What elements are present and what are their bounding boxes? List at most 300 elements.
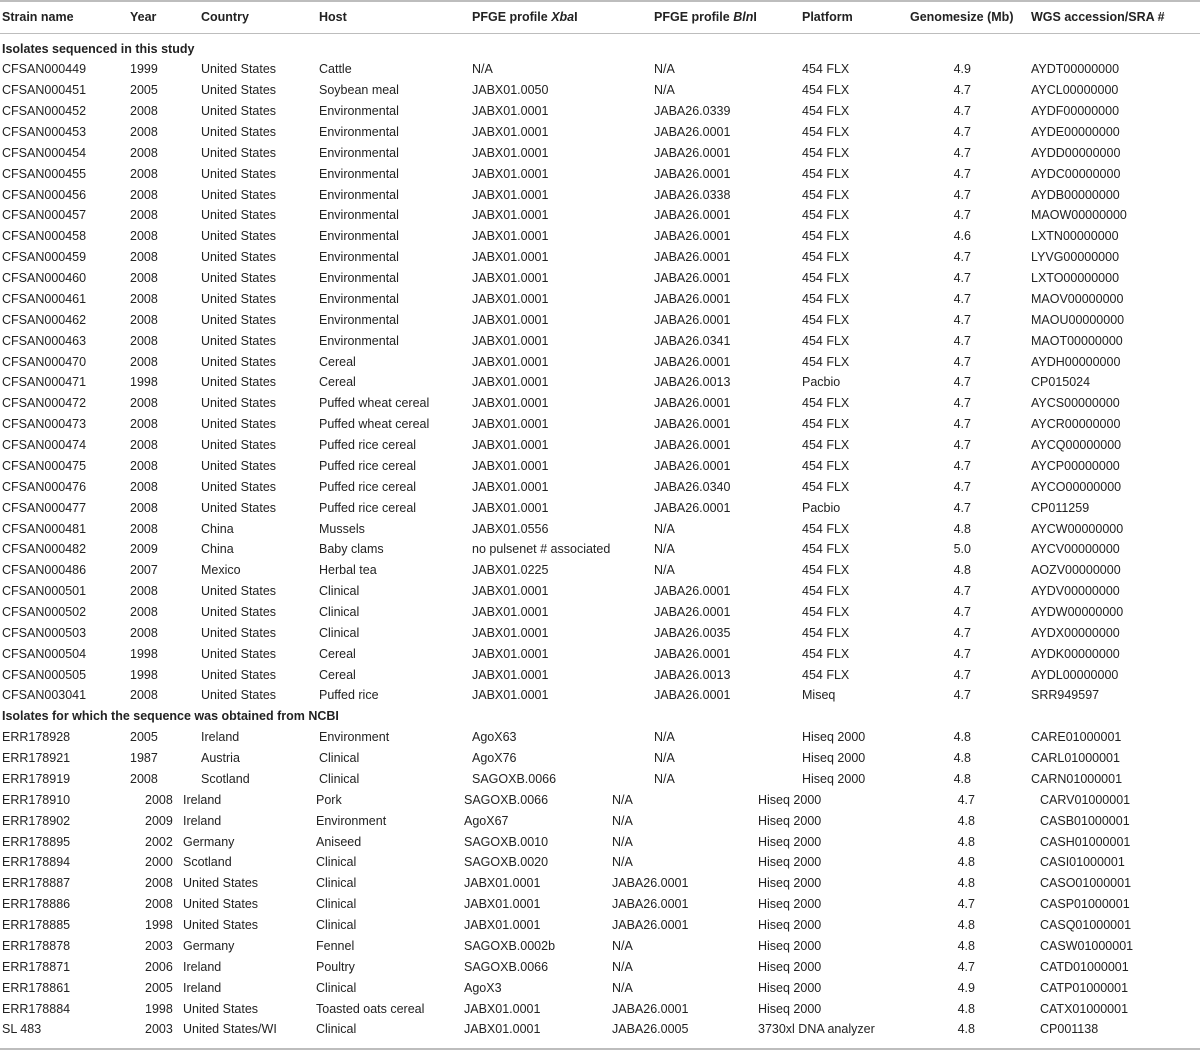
cell-strain-name: ERR178878 [2, 938, 71, 953]
cell-country: Ireland [183, 980, 222, 995]
cell-genome-size: 5.0 [953, 542, 971, 557]
cell-platform: Hiseq 2000 [758, 855, 822, 870]
cell-wgs-accession: AYCW00000000 [1031, 521, 1124, 536]
cell-strain-name: CFSAN000453 [2, 124, 87, 139]
cell-platform: Hiseq 2000 [758, 792, 822, 807]
header-text: PFGE profile [654, 10, 734, 24]
cell-pfge-blni: JABA26.0001 [654, 500, 731, 515]
section-header-row [0, 39, 1200, 60]
table-row [0, 539, 1200, 560]
cell-country: United States [201, 124, 277, 139]
table-row [0, 852, 1200, 873]
cell-pfge-blni: N/A [612, 792, 633, 807]
cell-pfge-xbai: JABX01.0001 [472, 145, 549, 160]
cell-strain-name: CFSAN000482 [2, 542, 87, 557]
cell-pfge-xbai: JABX01.0001 [472, 688, 549, 703]
cell-genome-size: 4.8 [957, 813, 975, 828]
cell-platform: 454 FLX [802, 291, 850, 306]
cell-pfge-blni: N/A [654, 542, 675, 557]
cell-platform: 454 FLX [802, 542, 850, 557]
cell-country: United States [201, 208, 277, 223]
cell-year: 2003 [145, 1022, 173, 1037]
cell-country: United States [201, 438, 277, 453]
cell-wgs-accession: AOZV00000000 [1031, 563, 1121, 578]
cell-genome-size: 4.7 [953, 250, 971, 265]
cell-pfge-blni: N/A [612, 834, 633, 849]
cell-year: 2008 [130, 479, 158, 494]
cell-year: 2008 [130, 250, 158, 265]
cell-host: Clinical [319, 751, 360, 766]
cell-wgs-accession: AYDT00000000 [1031, 62, 1120, 77]
cell-wgs-accession: AYDF00000000 [1031, 104, 1120, 119]
cell-pfge-xbai: JABX01.0001 [464, 918, 541, 933]
cell-country: Ireland [183, 792, 222, 807]
cell-genome-size: 4.7 [953, 417, 971, 432]
cell-genome-size: 4.7 [953, 604, 971, 619]
table-row [0, 80, 1200, 101]
cell-wgs-accession: CARV01000001 [1040, 792, 1131, 807]
cell-year: 2008 [130, 312, 158, 327]
cell-country: United States [201, 646, 277, 661]
cell-pfge-blni: JABA26.0001 [654, 145, 731, 160]
cell-wgs-accession: CASO01000001 [1040, 876, 1132, 891]
cell-wgs-accession: MAOT00000000 [1031, 333, 1123, 348]
header-year: Year [130, 10, 157, 24]
cell-strain-name: CFSAN000457 [2, 208, 87, 223]
cell-pfge-blni: N/A [612, 980, 633, 995]
cell-platform: Hiseq 2000 [758, 1001, 822, 1016]
cell-pfge-xbai: JABX01.0001 [472, 312, 549, 327]
cell-platform: 454 FLX [802, 417, 850, 432]
cell-pfge-xbai: JABX01.0001 [472, 354, 549, 369]
cell-platform: 454 FLX [802, 667, 850, 682]
cell-country: United States [201, 271, 277, 286]
header-text: I [574, 10, 578, 24]
cell-genome-size: 4.7 [953, 354, 971, 369]
cell-genome-size: 4.7 [953, 438, 971, 453]
cell-pfge-xbai: JABX01.0001 [472, 291, 549, 306]
cell-pfge-xbai: N/A [472, 62, 493, 77]
cell-pfge-xbai: AgoX63 [472, 730, 517, 745]
cell-platform: Hiseq 2000 [758, 938, 822, 953]
cell-platform: 454 FLX [802, 479, 850, 494]
cell-wgs-accession: MAOW00000000 [1031, 208, 1127, 223]
table-row [0, 811, 1200, 832]
cell-pfge-xbai: JABX01.0001 [472, 438, 549, 453]
cell-strain-name: CFSAN000449 [2, 62, 87, 77]
table-header-row [0, 0, 1200, 34]
cell-strain-name: CFSAN000452 [2, 104, 87, 119]
cell-platform: 454 FLX [802, 124, 850, 139]
table-row [0, 978, 1200, 999]
cell-strain-name: CFSAN000462 [2, 312, 87, 327]
cell-strain-name: CFSAN000460 [2, 271, 87, 286]
cell-host: Cereal [319, 354, 356, 369]
cell-platform: 454 FLX [802, 83, 850, 98]
cell-country: United States [183, 1001, 259, 1016]
cell-wgs-accession: AYCV00000000 [1031, 542, 1120, 557]
cell-year: 2003 [145, 938, 173, 953]
header-pfge-xbai [472, 0, 578, 34]
cell-year: 2008 [130, 208, 158, 223]
cell-wgs-accession: AYCP00000000 [1031, 458, 1120, 473]
header-strain-name: Strain name [2, 10, 74, 24]
cell-pfge-xbai: JABX01.0001 [472, 229, 549, 244]
cell-pfge-xbai: JABX01.0001 [472, 208, 549, 223]
cell-host: Puffed rice cereal [319, 438, 417, 453]
cell-year: 2008 [130, 354, 158, 369]
cell-strain-name: CFSAN000502 [2, 604, 87, 619]
cell-host: Clinical [316, 980, 357, 995]
cell-host: Mussels [319, 521, 365, 536]
cell-pfge-xbai: JABX01.0225 [472, 563, 549, 578]
cell-year: 2008 [130, 187, 158, 202]
cell-wgs-accession: LXTN00000000 [1031, 229, 1119, 244]
cell-host: Cereal [319, 375, 356, 390]
cell-strain-name: ERR178910 [2, 792, 71, 807]
cell-country: United States [201, 500, 277, 515]
cell-year: 2008 [130, 417, 158, 432]
cell-pfge-xbai: JABX01.0001 [464, 876, 541, 891]
cell-platform: Hiseq 2000 [758, 834, 822, 849]
cell-year: 2008 [130, 688, 158, 703]
cell-genome-size: 4.7 [953, 124, 971, 139]
cell-genome-size: 4.8 [957, 938, 975, 953]
cell-strain-name: CFSAN000477 [2, 500, 87, 515]
cell-pfge-blni: JABA26.0001 [654, 291, 731, 306]
section-title: Isolates sequenced in this study [2, 41, 195, 56]
cell-host: Cereal [319, 646, 356, 661]
cell-country: United States/WI [183, 1022, 277, 1037]
cell-host: Puffed wheat cereal [319, 396, 430, 411]
cell-country: Scotland [201, 771, 250, 786]
cell-pfge-xbai: SAGOXB.0010 [464, 834, 549, 849]
cell-country: United States [201, 312, 277, 327]
cell-host: Environmental [319, 104, 399, 119]
cell-country: United States [201, 625, 277, 640]
cell-country: Austria [201, 751, 240, 766]
cell-strain-name: ERR178902 [2, 813, 71, 828]
cell-wgs-accession: CASW01000001 [1040, 938, 1134, 953]
cell-pfge-blni: JABA26.0013 [654, 375, 731, 390]
cell-strain-name: CFSAN000454 [2, 145, 87, 160]
cell-host: Clinical [316, 918, 357, 933]
cell-host: Clinical [319, 771, 360, 786]
cell-genome-size: 4.8 [953, 563, 971, 578]
cell-year: 1998 [130, 667, 158, 682]
cell-country: United States [201, 584, 277, 599]
cell-country: Germany [183, 938, 235, 953]
cell-country: Ireland [183, 813, 222, 828]
cell-country: United States [201, 667, 277, 682]
table-row [0, 790, 1200, 811]
cell-year: 2008 [130, 521, 158, 536]
cell-wgs-accession: AYDD00000000 [1031, 145, 1121, 160]
cell-wgs-accession: AYCO00000000 [1031, 479, 1122, 494]
cell-host: Puffed rice cereal [319, 479, 417, 494]
cell-host: Environmental [319, 145, 399, 160]
cell-pfge-blni: JABA26.0001 [654, 396, 731, 411]
cell-genome-size: 4.7 [953, 479, 971, 494]
cell-platform: Hiseq 2000 [758, 959, 822, 974]
cell-genome-size: 4.7 [953, 333, 971, 348]
cell-strain-name: CFSAN000503 [2, 625, 87, 640]
cell-genome-size: 4.8 [953, 521, 971, 536]
cell-pfge-blni: N/A [654, 771, 675, 786]
cell-pfge-xbai: SAGOXB.0020 [464, 855, 549, 870]
cell-pfge-xbai: JABX01.0001 [464, 1022, 541, 1037]
cell-strain-name: CFSAN000504 [2, 646, 87, 661]
cell-country: United States [201, 396, 277, 411]
table-row [0, 331, 1200, 352]
cell-pfge-blni: JABA26.0001 [654, 166, 731, 181]
cell-country: Ireland [201, 730, 240, 745]
cell-pfge-blni: N/A [612, 959, 633, 974]
cell-strain-name: CFSAN000455 [2, 166, 87, 181]
cell-pfge-xbai: JABX01.0001 [472, 333, 549, 348]
cell-wgs-accession: AYDE00000000 [1031, 124, 1120, 139]
cell-country: United States [201, 229, 277, 244]
cell-genome-size: 4.8 [957, 834, 975, 849]
cell-year: 2008 [130, 771, 158, 786]
cell-genome-size: 4.7 [953, 396, 971, 411]
cell-wgs-accession: MAOU00000000 [1031, 312, 1125, 327]
cell-host: Clinical [319, 604, 360, 619]
cell-wgs-accession: AYDL00000000 [1031, 667, 1119, 682]
cell-pfge-blni: JABA26.0001 [654, 458, 731, 473]
cell-pfge-blni: JABA26.0001 [654, 604, 731, 619]
cell-platform: Hiseq 2000 [758, 918, 822, 933]
cell-year: 2008 [145, 876, 173, 891]
table-row [0, 59, 1200, 80]
cell-genome-size: 4.7 [953, 625, 971, 640]
cell-country: United States [183, 918, 259, 933]
cell-strain-name: ERR178928 [2, 730, 71, 745]
cell-country: United States [201, 83, 277, 98]
cell-pfge-xbai: JABX01.0001 [472, 166, 549, 181]
cell-pfge-blni: JABA26.0001 [654, 688, 731, 703]
cell-wgs-accession: CP015024 [1031, 375, 1091, 390]
table-row [0, 143, 1200, 164]
cell-platform: Hiseq 2000 [758, 876, 822, 891]
cell-host: Soybean meal [319, 83, 399, 98]
cell-genome-size: 4.7 [953, 667, 971, 682]
cell-genome-size: 4.8 [957, 1001, 975, 1016]
cell-year: 2008 [130, 124, 158, 139]
cell-wgs-accession: AYDW00000000 [1031, 604, 1124, 619]
cell-genome-size: 4.6 [953, 229, 971, 244]
header-text: I [753, 10, 757, 24]
cell-country: China [201, 542, 234, 557]
cell-platform: 454 FLX [802, 396, 850, 411]
cell-year: 1998 [130, 646, 158, 661]
cell-year: 2005 [130, 730, 158, 745]
cell-strain-name: CFSAN000472 [2, 396, 87, 411]
cell-country: United States [201, 291, 277, 306]
cell-strain-name: CFSAN003041 [2, 688, 87, 703]
table-row [0, 560, 1200, 581]
cell-pfge-blni: N/A [612, 855, 633, 870]
table-row [0, 477, 1200, 498]
cell-country: United States [201, 458, 277, 473]
cell-strain-name: CFSAN000501 [2, 584, 87, 599]
cell-host: Puffed rice cereal [319, 458, 417, 473]
cell-year: 2008 [145, 897, 173, 912]
cell-pfge-blni: JABA26.0001 [612, 876, 689, 891]
cell-year: 2008 [130, 458, 158, 473]
cell-pfge-xbai: no pulsenet # associated [472, 542, 611, 557]
cell-pfge-blni: N/A [612, 938, 633, 953]
cell-pfge-xbai: SAGOXB.0066 [464, 792, 549, 807]
table-row [0, 748, 1200, 769]
cell-wgs-accession: AYDV00000000 [1031, 584, 1120, 599]
cell-platform: 454 FLX [802, 521, 850, 536]
cell-strain-name: CFSAN000475 [2, 458, 87, 473]
cell-platform: 454 FLX [802, 62, 850, 77]
cell-platform: 454 FLX [802, 187, 850, 202]
cell-platform: 454 FLX [802, 458, 850, 473]
cell-pfge-blni: JABA26.0005 [612, 1022, 689, 1037]
cell-year: 2009 [130, 542, 158, 557]
cell-pfge-xbai: JABX01.0001 [472, 250, 549, 265]
table-row [0, 769, 1200, 790]
cell-pfge-blni: JABA26.0338 [654, 187, 731, 202]
cell-year: 2008 [130, 625, 158, 640]
table-row [0, 894, 1200, 915]
cell-genome-size: 4.8 [957, 1022, 975, 1037]
cell-platform: 454 FLX [802, 604, 850, 619]
cell-pfge-xbai: JABX01.0001 [472, 458, 549, 473]
cell-year: 2008 [130, 584, 158, 599]
cell-strain-name: CFSAN000505 [2, 667, 87, 682]
table-row [0, 456, 1200, 477]
cell-year: 2008 [130, 271, 158, 286]
cell-year: 2006 [145, 959, 173, 974]
cell-pfge-xbai: JABX01.0001 [472, 124, 549, 139]
cell-country: China [201, 521, 234, 536]
cell-strain-name: CFSAN000476 [2, 479, 87, 494]
cell-pfge-xbai: JABX01.0001 [472, 417, 549, 432]
table-row [0, 101, 1200, 122]
cell-genome-size: 4.7 [953, 375, 971, 390]
cell-host: Environmental [319, 208, 399, 223]
cell-strain-name: ERR178919 [2, 771, 71, 786]
cell-host: Fennel [316, 938, 355, 953]
cell-host: Pork [316, 792, 342, 807]
cell-platform: Hiseq 2000 [758, 980, 822, 995]
table-row [0, 372, 1200, 393]
cell-year: 2008 [130, 396, 158, 411]
cell-country: United States [183, 897, 259, 912]
cell-wgs-accession: CASP01000001 [1040, 897, 1130, 912]
cell-platform: 454 FLX [802, 166, 850, 181]
table-row [0, 915, 1200, 936]
cell-genome-size: 4.7 [957, 959, 975, 974]
cell-pfge-xbai: JABX01.0001 [464, 1001, 541, 1016]
cell-pfge-blni: JABA26.0001 [654, 354, 731, 369]
cell-strain-name: ERR178871 [2, 959, 71, 974]
cell-pfge-blni: JABA26.0341 [654, 333, 731, 348]
cell-wgs-accession: SRR949597 [1031, 688, 1100, 703]
cell-country: Germany [183, 834, 235, 849]
table-row [0, 727, 1200, 748]
cell-wgs-accession: AYDH00000000 [1031, 354, 1121, 369]
cell-wgs-accession: CARE01000001 [1031, 730, 1122, 745]
cell-platform: Hiseq 2000 [802, 771, 866, 786]
cell-host: Cereal [319, 667, 356, 682]
cell-strain-name: CFSAN000459 [2, 250, 87, 265]
cell-country: United States [201, 375, 277, 390]
cell-wgs-accession: CP011259 [1031, 500, 1090, 515]
table-row [0, 226, 1200, 247]
cell-platform: 454 FLX [802, 354, 850, 369]
cell-genome-size: 4.8 [957, 918, 975, 933]
cell-strain-name: CFSAN000481 [2, 521, 87, 536]
cell-country: Mexico [201, 563, 241, 578]
cell-pfge-blni: N/A [654, 751, 675, 766]
cell-country: United States [201, 145, 277, 160]
cell-pfge-xbai: AgoX76 [472, 751, 517, 766]
table-row [0, 414, 1200, 435]
cell-pfge-xbai: JABX01.0001 [472, 584, 549, 599]
cell-year: 1987 [130, 751, 158, 766]
table-row [0, 685, 1200, 706]
cell-wgs-accession: AYCQ00000000 [1031, 438, 1122, 453]
table-row [0, 498, 1200, 519]
cell-pfge-xbai: JABX01.0001 [472, 396, 549, 411]
cell-country: United States [201, 333, 277, 348]
cell-host: Aniseed [316, 834, 362, 849]
table-row [0, 164, 1200, 185]
cell-strain-name: SL 483 [2, 1022, 42, 1037]
cell-host: Environment [316, 813, 387, 828]
cell-year: 2009 [145, 813, 173, 828]
cell-country: United States [201, 62, 277, 77]
cell-country: United States [183, 876, 259, 891]
cell-pfge-blni: JABA26.0001 [654, 229, 731, 244]
cell-year: 2008 [130, 291, 158, 306]
cell-strain-name: CFSAN000463 [2, 333, 87, 348]
cell-platform: Hiseq 2000 [802, 751, 866, 766]
table-row [0, 665, 1200, 686]
cell-strain-name: CFSAN000470 [2, 354, 87, 369]
cell-genome-size: 4.7 [953, 166, 971, 181]
cell-year: 2008 [130, 438, 158, 453]
cell-pfge-xbai: JABX01.0001 [472, 625, 549, 640]
cell-strain-name: ERR178921 [2, 751, 71, 766]
cell-wgs-accession: LXTO00000000 [1031, 271, 1120, 286]
cell-host: Environmental [319, 187, 399, 202]
cell-wgs-accession: CASH01000001 [1040, 834, 1131, 849]
cell-year: 2008 [130, 500, 158, 515]
cell-wgs-accession: MAOV00000000 [1031, 291, 1124, 306]
cell-host: Clinical [316, 876, 357, 891]
table-row [0, 644, 1200, 665]
cell-strain-name: ERR178885 [2, 918, 71, 933]
table-row [0, 957, 1200, 978]
table-bottom-rule [0, 1048, 1200, 1050]
cell-genome-size: 4.7 [953, 688, 971, 703]
cell-host: Clinical [316, 897, 357, 912]
cell-pfge-blni: JABA26.0001 [612, 897, 689, 912]
cell-wgs-accession: CASB01000001 [1040, 813, 1130, 828]
cell-pfge-blni: JABA26.0001 [612, 918, 689, 933]
cell-strain-name: ERR178861 [2, 980, 71, 995]
cell-host: Environmental [319, 250, 399, 265]
cell-genome-size: 4.7 [953, 646, 971, 661]
cell-strain-name: ERR178887 [2, 876, 71, 891]
cell-pfge-blni: JABA26.0001 [654, 124, 731, 139]
